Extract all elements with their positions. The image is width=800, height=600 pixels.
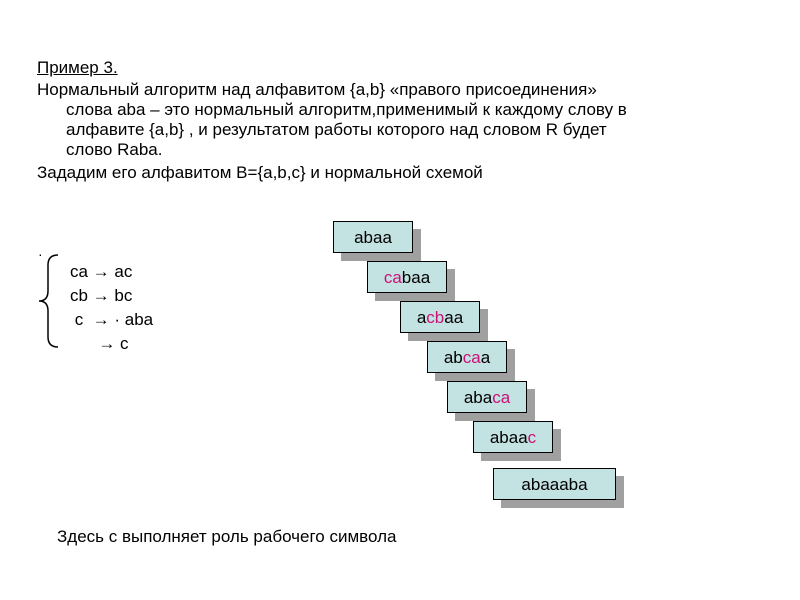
rule-3: c → · aba [70, 310, 154, 329]
paragraph-line-1: Нормальный алгоритм над алфавитом {a,b} «правого присоединения» [37, 80, 597, 99]
step-box-2: cabaa [367, 261, 447, 293]
bullet-dot: · [38, 246, 43, 262]
example-title: Пример 3. [37, 58, 118, 77]
curly-brace-icon [36, 253, 62, 349]
rule-1: ca → ac [70, 262, 133, 281]
rule-list [70, 260, 153, 356]
step-box-1: abaa [333, 221, 413, 253]
rule-2: cb → bc [70, 286, 133, 305]
footer-note: Здесь с выполняет роль рабочего символа [57, 527, 397, 546]
paragraph-line-2: слова aba – это нормальный алгоритм,применимый к каждому слову в [66, 100, 627, 119]
step-box-3: acbaa [400, 301, 480, 333]
paragraph-line-3: алфавите {a,b} , и результатом работы которого над словом R будет [66, 120, 607, 139]
step-box-6: abaac [473, 421, 553, 453]
rule-4: → c [70, 334, 129, 353]
step-box-4: abcaa [427, 341, 507, 373]
schema-intro: Зададим его алфавитом B={a,b,c} и нормальной схемой [37, 163, 483, 182]
step-box-7: abaaaba [493, 468, 616, 500]
paragraph-line-4: слово Raba. [66, 140, 163, 159]
step-box-5: abaca [447, 381, 527, 413]
